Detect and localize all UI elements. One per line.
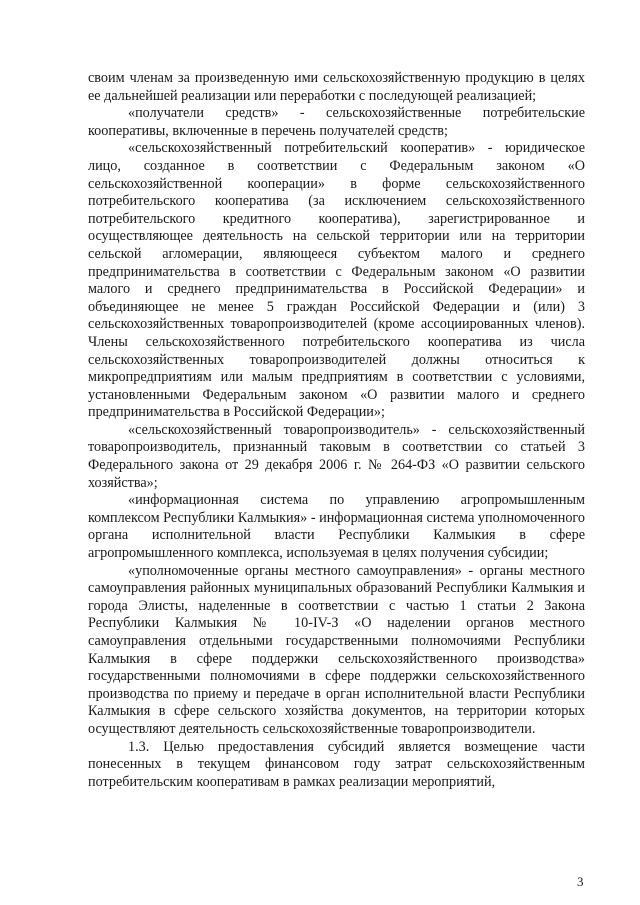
paragraph-2: «получатели средств» - сельскохозяйственные потребительские кооперативы, включенные в перечень получателей средств; — [88, 105, 585, 139]
page-number: 3 — [577, 874, 584, 889]
paragraph-4: «сельскохозяйственный товаропроизводитель» - сельскохозяйственный товаропроизводитель, признанный таковым в соответствии со статьей 3 Федерального закона от 29 декабря 2006 г. № 264-ФЗ «О развитии сельского хозяйства»; — [88, 421, 585, 491]
paragraph-5: «информационная система по управлению агропромышленным комплексом Республики Калмыкия» - информационная система уполномоченного органа исполнительной власти Республики Калмыкия в сфере агропромышленного комплекса, используемая в целях получения субсидии; — [88, 492, 585, 562]
paragraph-6: «уполномоченные органы местного самоуправления» - органы местного самоуправления районных муниципальных образований Республики Калмыкия и города Элисты, наделенные в соответствии с частью 1 статьи 2 Закона Республики Калмыкия № 10-IV-З «О наделении органов местного самоуправления отдельными государственными полномочиями Республики Калмыкия в сфере поддержки сельскохозяйственного производства» государственными полномочиями в сфере поддержки сельскохозяйственного производства по приему и передаче в орган исполнительной власти Республики Калмыкия в сфере сельского хозяйства документов, на территории которых осуществляют деятельность сельскохозяйственные товаропроизводители. — [88, 562, 585, 737]
document-body — [88, 70, 585, 791]
paragraph-7: 1.3. Целью предоставления субсидий является возмещение части понесенных в текущем финансовом году затрат сельскохозяйственным потребительским кооперативам в рамках реализации мероприятий, — [88, 738, 585, 790]
paragraph-3: «сельскохозяйственный потребительский кооператив» - юридическое лицо, созданное в соответствии с Федеральным законом «О сельскохозяйственной кооперации» в форме сельскохозяйственного потребительского кооператива (за исключением сельскохозяйственного потребительского кредитного кооператива), зарегистрированное и осуществляющее деятельность на сельской территории или на территории сельской агломерации, являющееся субъектом малого и среднего предпринимательства в соответствии с Федеральным законом «О развитии малого и среднего предпринимательства в Российской Федерации» и объединяющее не менее 5 граждан Российской Федерации и (или) 3 сельскохозяйственных товаропроизводителей (кроме ассоциированных членов). Члены сельскохозяйственного потребительского кооператива из числа сельскохозяйственных товаропроизводителей должны относиться к микропредприятиям или малым предприятиям в соответствии с условиями, установленными Федеральным законом «О развитии малого и среднего предпринимательства в Российской Федерации»; — [88, 140, 585, 421]
paragraph-1: своим членам за произведенную ими сельскохозяйственную продукцию в целях ее дальнейшей реализации или переработки с последующей реализацией; — [88, 70, 585, 104]
